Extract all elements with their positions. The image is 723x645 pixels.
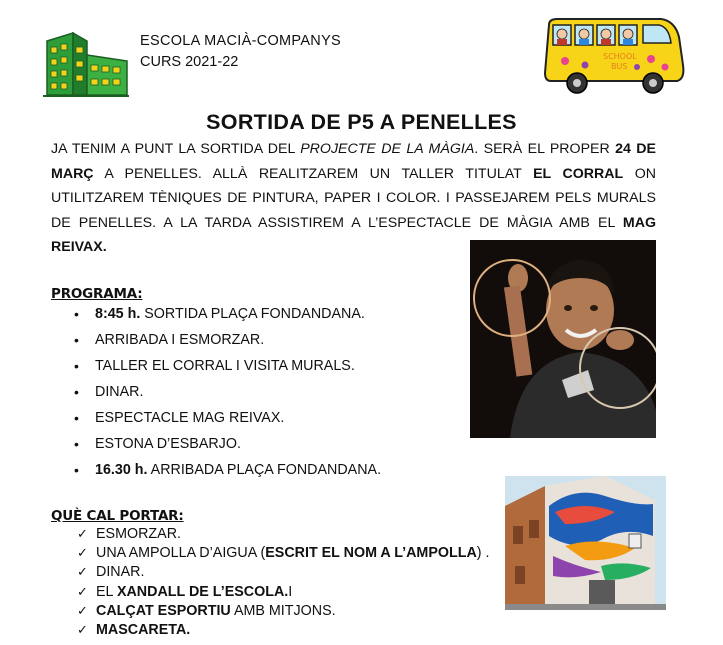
list-item <box>77 544 490 563</box>
program-text: ESPECTACLE MAG REIVAX. <box>95 410 285 426</box>
bus-label-school: SCHOOL <box>603 52 637 61</box>
checkmark-icon: ✓ <box>77 584 88 600</box>
bring-text: ) . <box>476 545 490 562</box>
bring-emphasis: MASCARETA. <box>96 621 191 638</box>
list-item <box>77 525 490 544</box>
list-item <box>77 563 490 582</box>
list-item <box>77 602 490 621</box>
bullet-icon: • <box>74 358 79 374</box>
list-item <box>60 435 381 461</box>
bring-text: UNA AMPOLLA D’AIGUA ( <box>96 545 266 562</box>
course-year: CURS 2021-22 <box>140 54 239 70</box>
list-item <box>60 357 381 383</box>
school-name: ESCOLA MACIÀ-COMPANYS <box>140 33 342 49</box>
bullet-icon: • <box>74 332 79 348</box>
program-text: ARRIBADA I ESMORZAR. <box>95 332 265 348</box>
bring-emphasis: XANDALL DE L’ESCOLA. <box>116 583 289 600</box>
intro-text: JA TENIM A PUNT LA SORTIDA DEL <box>51 141 301 157</box>
program-text: SORTIDA PLAÇA FONDANDANA. <box>140 306 365 322</box>
program-text: ARRIBADA PLAÇA FONDANDANA. <box>147 462 382 478</box>
bring-text: EL <box>96 583 117 600</box>
intro-text: A PENELLES. ALLÀ REALITZAREM UN TALLER TITULAT <box>93 165 534 182</box>
list-item <box>77 621 490 640</box>
checkmark-icon: ✓ <box>77 546 88 562</box>
checkmark-icon: ✓ <box>77 565 88 581</box>
program-time: 8:45 h. <box>95 306 141 322</box>
list-item <box>60 383 381 409</box>
project-name: PROJECTE DE LA MÀGIA <box>300 141 475 157</box>
intro-text: ON UTILITZAREM TÈNIQUES DE PINTURA, PAPER I COLOR. I PASSEJAREM PELS MURALS DE PENELLES. A LA TARDA ASSISTIREM A L’ESPECTACLE DE MÀGIA AMB EL <box>51 165 656 231</box>
list-item <box>77 583 490 602</box>
program-time: 16.30 h. <box>95 462 148 478</box>
bullet-icon: • <box>74 462 79 478</box>
program-list <box>60 305 381 487</box>
program-heading: PROGRAMA: <box>51 286 143 302</box>
bring-emphasis: ESCRIT EL NOM A L’AMPOLLA <box>265 545 477 562</box>
bullet-icon: • <box>74 410 79 426</box>
bring-text: ESMORZAR. <box>96 526 181 542</box>
bring-text: DINAR. <box>96 564 145 581</box>
bring-text: AMB MITJONS. <box>230 602 336 619</box>
page-title: SORTIDA DE P5 A PENELLES <box>206 110 517 134</box>
magician-name: MAG REIVAX. <box>51 214 656 256</box>
intro-text: . SERÀ EL PROPER <box>474 141 616 157</box>
what-to-bring-list <box>77 525 490 640</box>
program-text: DINAR. <box>95 384 144 400</box>
school-bus-illustration <box>541 15 689 99</box>
checkmark-icon: ✓ <box>77 603 88 619</box>
list-item <box>60 305 381 331</box>
bullet-icon: • <box>74 384 79 400</box>
magician-photo <box>470 240 656 438</box>
bus-label-bus: BUS <box>611 62 628 71</box>
checkmark-icon: ✓ <box>77 527 88 542</box>
program-text: TALLER EL CORRAL I VISITA MURALS. <box>95 358 355 374</box>
bullet-icon: • <box>74 306 79 322</box>
workshop-name: EL CORRAL <box>533 165 624 182</box>
checkmark-icon: ✓ <box>77 622 88 638</box>
bring-emphasis: CALÇAT ESPORTIU <box>96 602 231 619</box>
what-to-bring-heading: QUÈ CAL PORTAR: <box>51 508 184 524</box>
list-item <box>60 409 381 435</box>
trip-date: 24 DE MARÇ <box>51 141 656 182</box>
bring-text: I <box>288 583 293 600</box>
school-building-logo <box>43 31 129 99</box>
list-item <box>60 331 381 357</box>
list-item <box>60 461 381 487</box>
mural-photo <box>505 476 666 610</box>
program-text: ESTONA D’ESBARJO. <box>95 436 241 452</box>
bullet-icon: • <box>74 436 79 452</box>
